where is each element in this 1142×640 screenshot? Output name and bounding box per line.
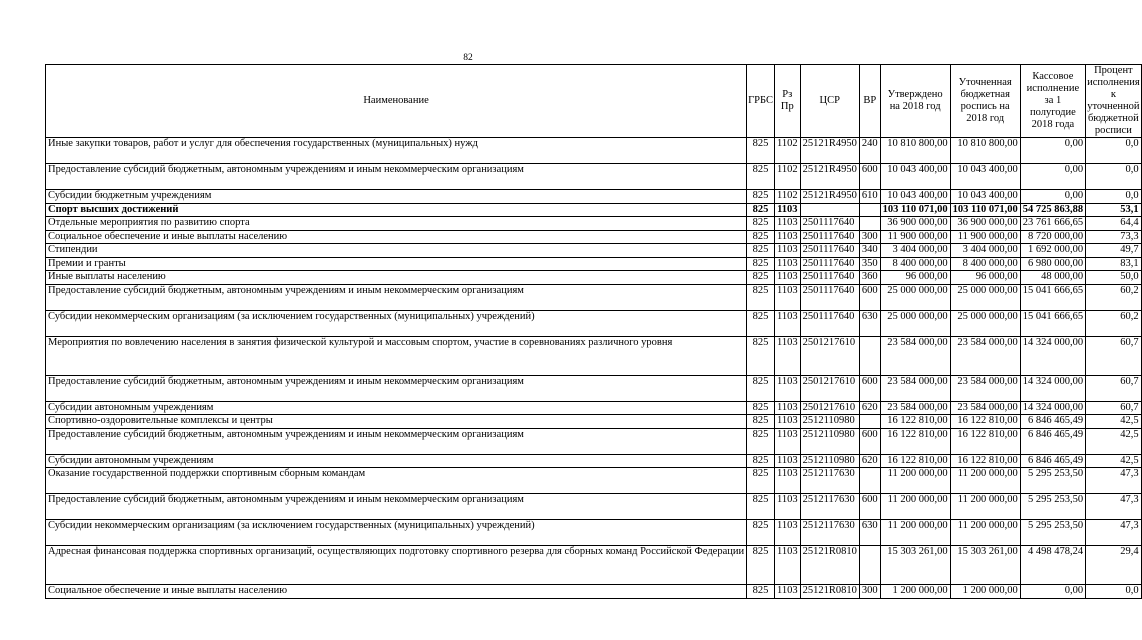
cell-grbs: 825 [747, 520, 775, 546]
cell-name: Адресная финансовая поддержка спортивных организаций, осуществляющих подготовку спортивного резерва для сборных команд Российской Федерации [46, 546, 747, 585]
table-row [46, 284, 1142, 310]
cell-rzpr: 1103 [774, 244, 800, 258]
cell-grbs: 825 [747, 203, 775, 217]
cell-grbs: 825 [747, 415, 775, 429]
cell-name: Предоставление субсидий бюджетным, автономным учреждениям и иным некоммерческим организациям [46, 284, 747, 310]
cell-name: Предоставление субсидий бюджетным, автономным учреждениям и иным некоммерческим организациям [46, 428, 747, 454]
cell-csr: 2501117640 [800, 271, 859, 285]
cell-vr: 630 [859, 310, 880, 336]
cell-percent: 60,7 [1086, 375, 1142, 401]
cell-csr: 25121R4950 [800, 164, 859, 190]
header-refined: Уточненная бюджетная роспись на 2018 год [950, 65, 1020, 138]
cell-vr [859, 203, 880, 217]
cell-grbs: 825 [747, 494, 775, 520]
cell-refined: 23 584 000,00 [950, 336, 1020, 375]
cell-csr: 25121R4950 [800, 190, 859, 204]
cell-vr: 600 [859, 428, 880, 454]
cell-approved: 25 000 000,00 [880, 284, 950, 310]
table-row [46, 585, 1142, 599]
table-row [46, 401, 1142, 415]
table-row [46, 468, 1142, 494]
cell-csr: 25121R4950 [800, 138, 859, 164]
cell-vr: 620 [859, 454, 880, 468]
cell-vr: 360 [859, 271, 880, 285]
cell-vr [859, 217, 880, 231]
cell-grbs: 825 [747, 164, 775, 190]
cell-refined: 25 000 000,00 [950, 310, 1020, 336]
cell-cash: 6 846 465,49 [1020, 428, 1085, 454]
page-number: 82 [463, 53, 473, 63]
cell-rzpr: 1103 [774, 271, 800, 285]
header-csr: ЦСР [800, 65, 859, 138]
cell-csr: 2501117640 [800, 310, 859, 336]
cell-grbs: 825 [747, 585, 775, 599]
cell-percent: 29,4 [1086, 546, 1142, 585]
cell-cash: 5 295 253,50 [1020, 494, 1085, 520]
cell-name: Предоставление субсидий бюджетным, автономным учреждениям и иным некоммерческим организациям [46, 494, 747, 520]
cell-percent: 42,5 [1086, 454, 1142, 468]
cell-name: Субсидии некоммерческим организациям (за исключением государственных (муниципальных) учреждений) [46, 520, 747, 546]
cell-grbs: 825 [747, 257, 775, 271]
header-cash: Кассовое исполнение за 1 полугодие 2018 года [1020, 65, 1085, 138]
cell-percent: 53,1 [1086, 203, 1142, 217]
header-vr: ВР [859, 65, 880, 138]
cell-cash: 14 324 000,00 [1020, 375, 1085, 401]
cell-cash: 1 692 000,00 [1020, 244, 1085, 258]
cell-name: Спортивно-оздоровительные комплексы и центры [46, 415, 747, 429]
cell-cash: 0,00 [1020, 138, 1085, 164]
cell-vr: 610 [859, 190, 880, 204]
cell-approved: 10 043 400,00 [880, 190, 950, 204]
cell-rzpr: 1103 [774, 203, 800, 217]
cell-name: Стипендии [46, 244, 747, 258]
cell-approved: 8 400 000,00 [880, 257, 950, 271]
cell-cash: 15 041 666,65 [1020, 310, 1085, 336]
cell-cash: 8 720 000,00 [1020, 230, 1085, 244]
cell-vr: 350 [859, 257, 880, 271]
cell-grbs: 825 [747, 284, 775, 310]
cell-cash: 14 324 000,00 [1020, 401, 1085, 415]
cell-rzpr: 1102 [774, 164, 800, 190]
cell-percent: 0,0 [1086, 138, 1142, 164]
cell-cash: 4 498 478,24 [1020, 546, 1085, 585]
cell-approved: 10 810 800,00 [880, 138, 950, 164]
cell-name: Иные выплаты населению [46, 271, 747, 285]
cell-grbs: 825 [747, 375, 775, 401]
cell-vr [859, 415, 880, 429]
cell-csr: 2501117640 [800, 257, 859, 271]
cell-csr: 2501117640 [800, 244, 859, 258]
cell-approved: 16 122 810,00 [880, 415, 950, 429]
cell-vr: 300 [859, 230, 880, 244]
cell-percent: 42,5 [1086, 415, 1142, 429]
cell-grbs: 825 [747, 230, 775, 244]
cell-csr: 2512117630 [800, 468, 859, 494]
cell-rzpr: 1103 [774, 401, 800, 415]
cell-approved: 11 900 000,00 [880, 230, 950, 244]
header-name: Наименование [46, 65, 747, 138]
cell-cash: 6 846 465,49 [1020, 415, 1085, 429]
cell-name: Социальное обеспечение и иные выплаты населению [46, 230, 747, 244]
cell-refined: 16 122 810,00 [950, 428, 1020, 454]
cell-csr: 2512117630 [800, 520, 859, 546]
cell-rzpr: 1103 [774, 230, 800, 244]
cell-grbs: 825 [747, 454, 775, 468]
cell-name: Иные закупки товаров, работ и услуг для обеспечения государственных (муниципальных) нужд [46, 138, 747, 164]
cell-grbs: 825 [747, 401, 775, 415]
header-rzpr: Рз Пр [774, 65, 800, 138]
cell-name: Предоставление субсидий бюджетным, автономным учреждениям и иным некоммерческим организациям [46, 375, 747, 401]
cell-rzpr: 1103 [774, 454, 800, 468]
table-row [46, 415, 1142, 429]
cell-refined: 16 122 810,00 [950, 415, 1020, 429]
cell-refined: 36 900 000,00 [950, 217, 1020, 231]
cell-grbs: 825 [747, 190, 775, 204]
cell-grbs: 825 [747, 138, 775, 164]
table-row [46, 454, 1142, 468]
cell-percent: 60,2 [1086, 284, 1142, 310]
table-row [46, 494, 1142, 520]
cell-approved: 96 000,00 [880, 271, 950, 285]
cell-approved: 23 584 000,00 [880, 375, 950, 401]
cell-refined: 23 584 000,00 [950, 375, 1020, 401]
cell-cash: 14 324 000,00 [1020, 336, 1085, 375]
cell-refined: 23 584 000,00 [950, 401, 1020, 415]
cell-name: Субсидии некоммерческим организациям (за исключением государственных (муниципальных) учреждений) [46, 310, 747, 336]
cell-percent: 60,7 [1086, 336, 1142, 375]
cell-cash: 48 000,00 [1020, 271, 1085, 285]
cell-percent: 83,1 [1086, 257, 1142, 271]
cell-approved: 25 000 000,00 [880, 310, 950, 336]
cell-rzpr: 1103 [774, 336, 800, 375]
cell-rzpr: 1103 [774, 585, 800, 599]
cell-percent: 47,3 [1086, 494, 1142, 520]
table-row [46, 138, 1142, 164]
cell-approved: 103 110 071,00 [880, 203, 950, 217]
cell-cash: 0,00 [1020, 164, 1085, 190]
cell-approved: 36 900 000,00 [880, 217, 950, 231]
table-row [46, 428, 1142, 454]
cell-rzpr: 1103 [774, 284, 800, 310]
cell-name: Субсидии автономным учреждениям [46, 401, 747, 415]
cell-rzpr: 1103 [774, 217, 800, 231]
cell-percent: 60,7 [1086, 401, 1142, 415]
cell-rzpr: 1103 [774, 494, 800, 520]
table-row [46, 190, 1142, 204]
cell-percent: 64,4 [1086, 217, 1142, 231]
cell-grbs: 825 [747, 546, 775, 585]
cell-refined: 96 000,00 [950, 271, 1020, 285]
cell-vr: 600 [859, 494, 880, 520]
cell-percent: 60,2 [1086, 310, 1142, 336]
cell-csr: 2501217610 [800, 336, 859, 375]
cell-approved: 11 200 000,00 [880, 520, 950, 546]
cell-cash: 54 725 863,88 [1020, 203, 1085, 217]
cell-grbs: 825 [747, 310, 775, 336]
cell-cash: 5 295 253,50 [1020, 468, 1085, 494]
cell-csr: 2512117630 [800, 494, 859, 520]
cell-approved: 23 584 000,00 [880, 336, 950, 375]
cell-refined: 11 900 000,00 [950, 230, 1020, 244]
cell-rzpr: 1103 [774, 257, 800, 271]
budget-table [45, 64, 1142, 599]
cell-rzpr: 1103 [774, 375, 800, 401]
cell-percent: 73,3 [1086, 230, 1142, 244]
table-row [46, 546, 1142, 585]
cell-cash: 0,00 [1020, 585, 1085, 599]
cell-approved: 11 200 000,00 [880, 468, 950, 494]
cell-approved: 23 584 000,00 [880, 401, 950, 415]
cell-approved: 1 200 000,00 [880, 585, 950, 599]
cell-vr: 300 [859, 585, 880, 599]
cell-cash: 5 295 253,50 [1020, 520, 1085, 546]
cell-grbs: 825 [747, 244, 775, 258]
cell-rzpr: 1103 [774, 310, 800, 336]
cell-name: Социальное обеспечение и иные выплаты населению [46, 585, 747, 599]
cell-rzpr: 1103 [774, 428, 800, 454]
table-header-row [46, 65, 1142, 138]
cell-cash: 6 846 465,49 [1020, 454, 1085, 468]
cell-csr: 25121R0810 [800, 585, 859, 599]
cell-percent: 0,0 [1086, 190, 1142, 204]
cell-rzpr: 1103 [774, 468, 800, 494]
table-row [46, 203, 1142, 217]
cell-csr [800, 203, 859, 217]
cell-refined: 10 810 800,00 [950, 138, 1020, 164]
cell-rzpr: 1103 [774, 415, 800, 429]
table-row [46, 310, 1142, 336]
cell-csr: 2501117640 [800, 217, 859, 231]
cell-name: Субсидии автономным учреждениям [46, 454, 747, 468]
cell-csr: 2501117640 [800, 230, 859, 244]
cell-approved: 15 303 261,00 [880, 546, 950, 585]
cell-name: Субсидии бюджетным учреждениям [46, 190, 747, 204]
table-row [46, 244, 1142, 258]
cell-name: Спорт высших достижений [46, 203, 747, 217]
cell-percent: 47,3 [1086, 520, 1142, 546]
cell-csr: 2512110980 [800, 454, 859, 468]
cell-name: Мероприятия по вовлечению населения в занятия физической культурой и массовым спортом, участие в соревнованиях различного уровня [46, 336, 747, 375]
cell-approved: 10 043 400,00 [880, 164, 950, 190]
cell-vr: 600 [859, 164, 880, 190]
cell-vr [859, 546, 880, 585]
cell-csr: 2501217610 [800, 375, 859, 401]
cell-grbs: 825 [747, 468, 775, 494]
cell-refined: 103 110 071,00 [950, 203, 1020, 217]
cell-grbs: 825 [747, 217, 775, 231]
cell-vr: 340 [859, 244, 880, 258]
cell-percent: 0,0 [1086, 164, 1142, 190]
cell-csr: 2501117640 [800, 284, 859, 310]
cell-grbs: 825 [747, 336, 775, 375]
table-row [46, 230, 1142, 244]
cell-vr: 600 [859, 375, 880, 401]
cell-csr: 25121R0810 [800, 546, 859, 585]
table-row [46, 375, 1142, 401]
cell-csr: 2512110980 [800, 428, 859, 454]
table-row [46, 164, 1142, 190]
cell-vr: 620 [859, 401, 880, 415]
cell-refined: 11 200 000,00 [950, 468, 1020, 494]
cell-rzpr: 1102 [774, 190, 800, 204]
table-body [46, 138, 1142, 599]
header-approved: Утверждено на 2018 год [880, 65, 950, 138]
cell-csr: 2512110980 [800, 415, 859, 429]
table-row [46, 257, 1142, 271]
cell-refined: 1 200 000,00 [950, 585, 1020, 599]
cell-percent: 49,7 [1086, 244, 1142, 258]
cell-approved: 3 404 000,00 [880, 244, 950, 258]
cell-csr: 2501217610 [800, 401, 859, 415]
cell-cash: 6 980 000,00 [1020, 257, 1085, 271]
cell-vr [859, 336, 880, 375]
table-row [46, 217, 1142, 231]
cell-name: Предоставление субсидий бюджетным, автономным учреждениям и иным некоммерческим организациям [46, 164, 747, 190]
table-row [46, 336, 1142, 375]
cell-refined: 16 122 810,00 [950, 454, 1020, 468]
cell-percent: 47,3 [1086, 468, 1142, 494]
cell-refined: 25 000 000,00 [950, 284, 1020, 310]
cell-refined: 10 043 400,00 [950, 164, 1020, 190]
cell-vr: 600 [859, 284, 880, 310]
cell-grbs: 825 [747, 428, 775, 454]
cell-approved: 16 122 810,00 [880, 428, 950, 454]
cell-name: Оказание государственной поддержки спортивным сборным командам [46, 468, 747, 494]
cell-percent: 0,0 [1086, 585, 1142, 599]
cell-vr: 240 [859, 138, 880, 164]
cell-cash: 23 761 666,65 [1020, 217, 1085, 231]
cell-refined: 3 404 000,00 [950, 244, 1020, 258]
cell-cash: 0,00 [1020, 190, 1085, 204]
cell-rzpr: 1102 [774, 138, 800, 164]
cell-vr: 630 [859, 520, 880, 546]
cell-approved: 11 200 000,00 [880, 494, 950, 520]
cell-approved: 16 122 810,00 [880, 454, 950, 468]
cell-refined: 11 200 000,00 [950, 494, 1020, 520]
cell-cash: 15 041 666,65 [1020, 284, 1085, 310]
cell-rzpr: 1103 [774, 546, 800, 585]
cell-name: Отдельные мероприятия по развитию спорта [46, 217, 747, 231]
table-row [46, 271, 1142, 285]
cell-grbs: 825 [747, 271, 775, 285]
header-percent: Процент исполнения к уточненной бюджетной росписи [1087, 65, 1140, 136]
table-row [46, 520, 1142, 546]
cell-rzpr: 1103 [774, 520, 800, 546]
cell-refined: 11 200 000,00 [950, 520, 1020, 546]
cell-refined: 10 043 400,00 [950, 190, 1020, 204]
cell-name: Премии и гранты [46, 257, 747, 271]
cell-refined: 15 303 261,00 [950, 546, 1020, 585]
cell-percent: 50,0 [1086, 271, 1142, 285]
header-grbs: ГРБС [747, 65, 775, 138]
cell-vr [859, 468, 880, 494]
cell-percent: 42,5 [1086, 428, 1142, 454]
cell-refined: 8 400 000,00 [950, 257, 1020, 271]
